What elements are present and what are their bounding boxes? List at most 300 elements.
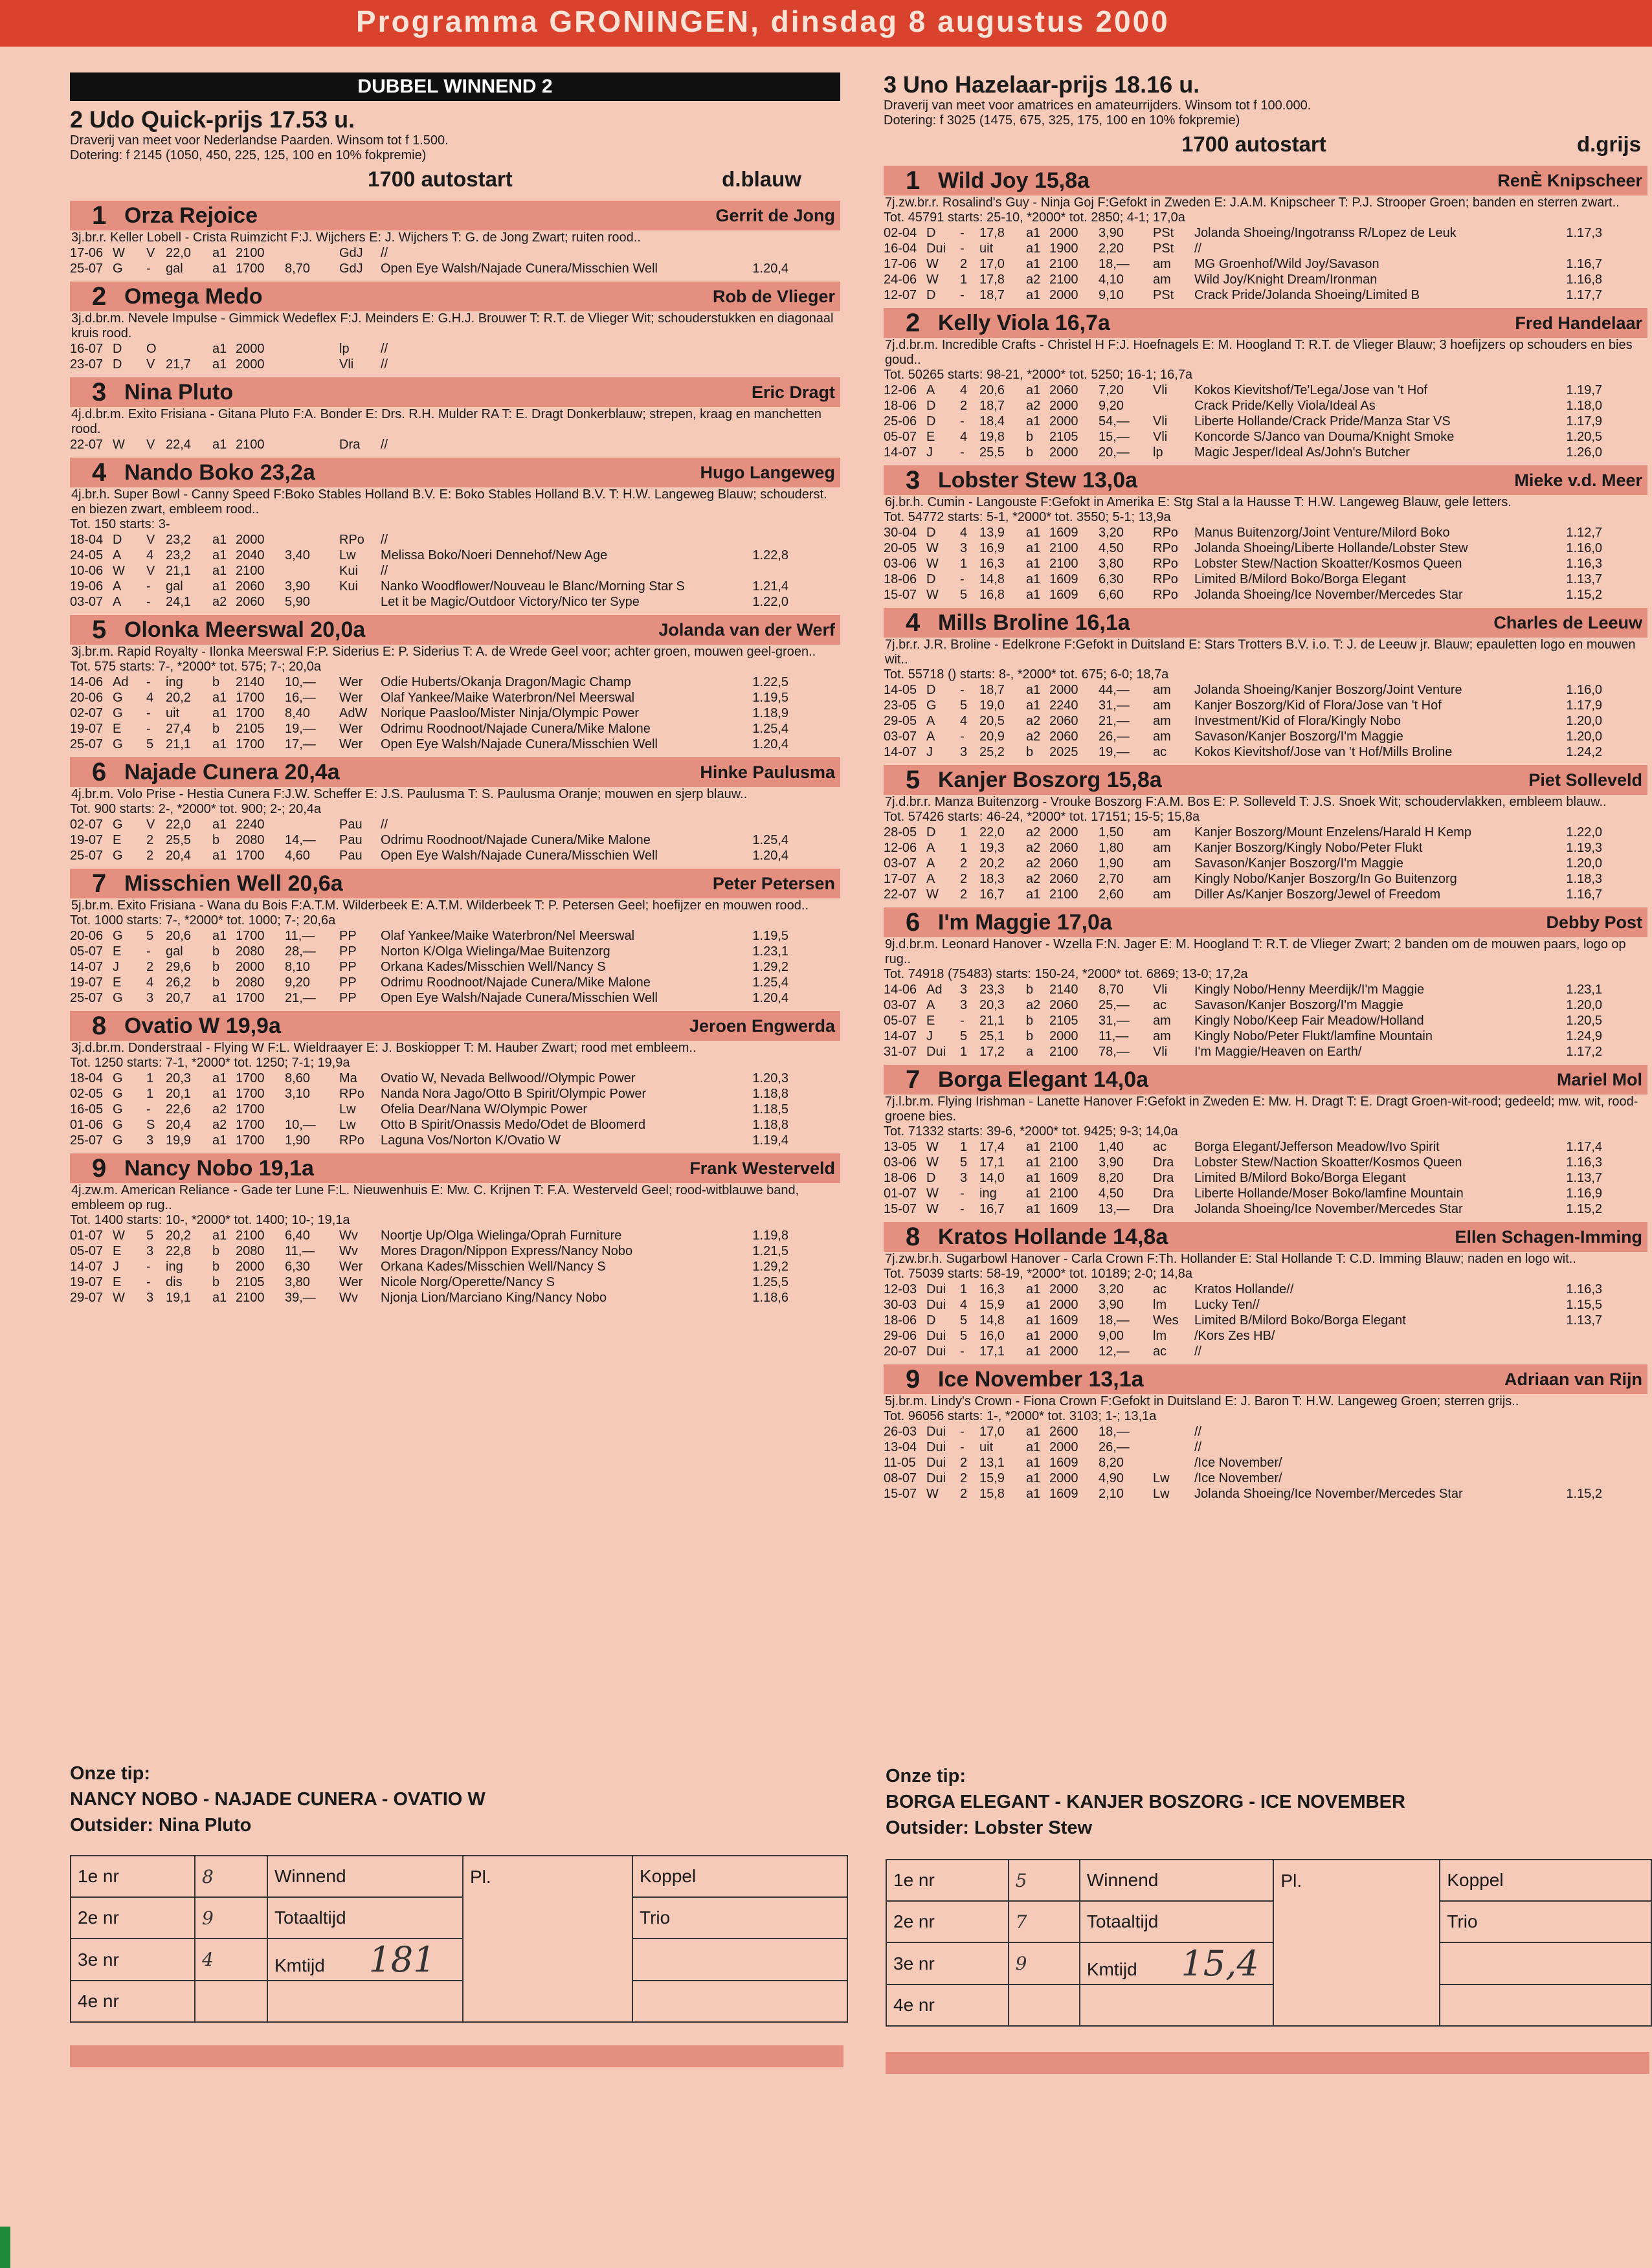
horse-name: Ovatio W 19,9a bbox=[124, 1013, 281, 1038]
result-cell: 22,6 bbox=[166, 1102, 191, 1117]
result-row bbox=[884, 556, 1647, 572]
result-cell: D bbox=[926, 414, 936, 428]
horse-description: 4j.br.m. Volo Prise - Hestia Cunera F:J.W. Scheffer E: J.S. Paulusma T: S. Paulusma Oranje; mouwen en sjerp blauw.. bbox=[71, 787, 748, 801]
result-cell: 17,2 bbox=[979, 1045, 1005, 1059]
result-cell: Kokos Kievitshof/Te'Lega/Jose van 't Hof bbox=[1194, 383, 1428, 397]
horse-header bbox=[70, 1011, 840, 1041]
result-cell: Wv bbox=[339, 1244, 358, 1258]
result-cell: 1700 bbox=[236, 929, 265, 943]
horse-stats: Tot. 1400 starts: 10-, *2000* tot. 1400; 10-; 19,1a bbox=[70, 1213, 350, 1227]
result-cell: W bbox=[926, 257, 939, 271]
result-cell: 2105 bbox=[1049, 430, 1078, 444]
result-cell: - bbox=[960, 1344, 965, 1359]
result-cell: 2100 bbox=[1049, 272, 1078, 287]
result-cell: 1.17,9 bbox=[1566, 414, 1602, 428]
result-cell: 1 bbox=[960, 825, 968, 839]
result-cell: 14-06 bbox=[884, 983, 917, 997]
result-cell: // bbox=[381, 817, 388, 832]
result-cell: uit bbox=[166, 706, 180, 720]
result-cell: 10,— bbox=[285, 1118, 316, 1132]
horse-number: 3 bbox=[906, 465, 921, 495]
result-cell: a2 bbox=[1026, 399, 1041, 413]
horse-name: Omega Medo bbox=[124, 284, 263, 309]
result-cell: - bbox=[960, 1186, 965, 1201]
result-cell: 3,20 bbox=[1099, 526, 1124, 540]
result-cell: am bbox=[1153, 272, 1171, 287]
result-cell: 2100 bbox=[1049, 1155, 1078, 1170]
horse-name: Wild Joy 15,8a bbox=[938, 168, 1090, 193]
result-row bbox=[884, 241, 1647, 256]
grid-empty bbox=[1273, 1942, 1440, 1984]
horse-name: Nando Boko 23,2a bbox=[124, 460, 315, 485]
horse-header bbox=[884, 166, 1647, 195]
result-cell: 5 bbox=[960, 1329, 968, 1343]
result-cell: b bbox=[1026, 430, 1034, 444]
result-cell: a1 bbox=[212, 1071, 227, 1085]
horse-header bbox=[70, 757, 840, 787]
result-cell: 2 bbox=[960, 1487, 968, 1501]
result-cell: Magic Jesper/Ideal As/John's Butcher bbox=[1194, 445, 1410, 460]
result-cell: A bbox=[926, 856, 935, 871]
result-row bbox=[884, 572, 1647, 587]
grid-empty bbox=[463, 1981, 632, 2022]
result-cell: a1 bbox=[212, 579, 227, 594]
result-cell: b bbox=[212, 722, 220, 736]
result-cell: V bbox=[146, 357, 155, 372]
result-cell: - bbox=[146, 675, 151, 689]
result-cell: 1.20,3 bbox=[752, 1071, 788, 1085]
grid-label-totaaltijd: Totaaltijd bbox=[1080, 1901, 1274, 1942]
result-cell: 2060 bbox=[1049, 872, 1078, 886]
result-cell: 20,5 bbox=[979, 714, 1005, 728]
result-cell: Nanda Nora Jago/Otto B Spirit/Olympic Power bbox=[381, 1087, 647, 1101]
result-cell bbox=[1544, 1471, 1602, 1486]
result-cell: 3 bbox=[146, 1291, 154, 1305]
result-cell: V bbox=[146, 817, 155, 832]
horse-stats: Tot. 45791 starts: 25-10, *2000* tot. 2850; 4-1; 17,0a bbox=[884, 210, 1185, 225]
result-cell: Kingly Nobo/Henny Meerdijk/I'm Maggie bbox=[1194, 983, 1425, 997]
result-cell: 25-07 bbox=[70, 1133, 104, 1148]
result-cell: 4,50 bbox=[1099, 541, 1124, 555]
grid-row-label: 3e nr bbox=[886, 1942, 1009, 1984]
horse-stats: Tot. 75039 starts: 58-19, *2000* tot. 10189; 2-0; 14,8a bbox=[884, 1267, 1193, 1281]
tip-heading: Onze tip: bbox=[886, 1766, 966, 1786]
bottom-stripe bbox=[886, 2052, 1649, 2074]
result-row bbox=[70, 532, 840, 548]
result-cell: - bbox=[146, 261, 151, 276]
result-cell: Kratos Hollande// bbox=[1194, 1282, 1294, 1296]
result-cell: 22,0 bbox=[979, 825, 1005, 839]
result-cell: uit bbox=[979, 241, 994, 256]
result-cell: J bbox=[926, 1029, 933, 1043]
result-cell: Vli bbox=[1153, 983, 1168, 997]
horse-name: Nina Pluto bbox=[124, 379, 234, 405]
result-cell: W bbox=[926, 588, 939, 602]
horse-header bbox=[70, 458, 840, 487]
result-cell: G bbox=[926, 698, 937, 713]
result-cell: a1 bbox=[212, 246, 227, 260]
result-cell: 5 bbox=[960, 1029, 968, 1043]
result-cell: 3,90 bbox=[1099, 1155, 1124, 1170]
grid-handwritten[interactable]: 5 bbox=[1009, 1860, 1080, 1901]
result-cell: 25,— bbox=[1099, 998, 1130, 1012]
result-cell: 2600 bbox=[1049, 1425, 1078, 1439]
result-cell: 05-07 bbox=[70, 944, 104, 959]
result-row bbox=[70, 1228, 840, 1243]
result-cell: Olaf Yankee/Maike Waterbron/Nel Meerswal bbox=[381, 691, 635, 705]
result-cell: - bbox=[960, 1202, 965, 1216]
result-cell: // bbox=[381, 342, 388, 356]
horse-driver: Fred Handelaar bbox=[1515, 313, 1642, 333]
result-cell: 5,90 bbox=[285, 595, 310, 609]
result-cell: am bbox=[1153, 1014, 1171, 1028]
result-cell: 03-06 bbox=[884, 1155, 917, 1170]
result-cell: a2 bbox=[212, 1118, 227, 1132]
result-cell: 13-04 bbox=[884, 1440, 917, 1454]
result-cell: 21,— bbox=[285, 991, 316, 1005]
result-cell bbox=[285, 341, 339, 357]
horse-name: Kanjer Boszorg 15,8a bbox=[938, 767, 1162, 792]
result-cell: - bbox=[146, 1102, 151, 1117]
horse-entry bbox=[884, 1065, 1647, 1217]
result-cell: 1,80 bbox=[1099, 841, 1124, 855]
result-cell: 2000 bbox=[1049, 226, 1078, 240]
page-edge-mark bbox=[0, 2227, 10, 2268]
result-cell: 13,9 bbox=[979, 526, 1005, 540]
result-row bbox=[70, 706, 840, 721]
horse-driver: Hinke Paulusma bbox=[700, 762, 835, 782]
result-cell: b bbox=[212, 944, 220, 959]
result-cell: 14,8 bbox=[979, 1313, 1005, 1328]
horse-name: Olonka Meerswal 20,0a bbox=[124, 617, 366, 642]
result-row bbox=[884, 414, 1647, 429]
grid-empty bbox=[1009, 1984, 1080, 2026]
horse-header bbox=[70, 1153, 840, 1183]
result-cell: 31,— bbox=[1099, 698, 1130, 713]
result-cell: 1,90 bbox=[1099, 856, 1124, 871]
result-cell: E bbox=[113, 1244, 122, 1258]
result-cell: 1609 bbox=[1049, 1171, 1078, 1185]
result-cell: MG Groenhof/Wild Joy/Savason bbox=[1194, 257, 1379, 271]
result-cell: - bbox=[146, 944, 151, 959]
result-cell: 20,2 bbox=[979, 856, 1005, 871]
result-cell: 2060 bbox=[1049, 841, 1078, 855]
result-cell: 1.21,4 bbox=[752, 579, 788, 594]
result-cell: 1.16,0 bbox=[1566, 541, 1602, 555]
result-cell: J bbox=[113, 960, 119, 974]
grid-handwritten[interactable]: 9 bbox=[195, 1897, 267, 1939]
result-cell: 18-04 bbox=[70, 1071, 104, 1085]
result-cell: 31-07 bbox=[884, 1045, 917, 1059]
result-cell: Vli bbox=[1153, 430, 1168, 444]
result-cell: PP bbox=[339, 929, 357, 943]
result-cell: 1.16,8 bbox=[1566, 272, 1602, 287]
horse-entry bbox=[70, 869, 840, 1006]
horse-driver: Rob de Vlieger bbox=[712, 286, 835, 306]
result-cell: G bbox=[113, 691, 123, 705]
result-row bbox=[884, 1155, 1647, 1170]
result-cell: Jolanda Shoeing/Ingotranss R/Lopez de Leuk bbox=[1194, 226, 1457, 240]
result-cell: 19,9 bbox=[166, 1133, 191, 1148]
result-cell bbox=[285, 1102, 339, 1117]
race-distance-row bbox=[70, 167, 840, 192]
horse-entry bbox=[884, 465, 1647, 603]
result-cell: 26,— bbox=[1099, 1440, 1130, 1454]
result-cell: W bbox=[113, 1291, 125, 1305]
result-cell: 20,4 bbox=[166, 849, 191, 863]
result-cell: 17,0 bbox=[979, 1425, 1005, 1439]
result-cell bbox=[1544, 241, 1602, 256]
result-cell: W bbox=[113, 1228, 125, 1243]
result-cell: 3 bbox=[960, 998, 968, 1012]
result-cell: G bbox=[113, 261, 123, 276]
result-cell: 1.12,7 bbox=[1566, 526, 1602, 540]
result-cell: 5 bbox=[960, 1313, 968, 1328]
result-cell: 20,3 bbox=[979, 998, 1005, 1012]
result-cell: Dui bbox=[926, 1456, 946, 1470]
result-cell: RPo bbox=[1153, 526, 1178, 540]
result-cell bbox=[166, 341, 212, 357]
result-cell: 6,30 bbox=[285, 1260, 310, 1274]
result-cell: 2 bbox=[146, 849, 154, 863]
race-title: 2 Udo Quick-prijs 17.53 u. bbox=[70, 106, 355, 133]
result-row bbox=[70, 245, 840, 261]
result-cell: 19,1 bbox=[166, 1291, 191, 1305]
result-cell: 1.15,2 bbox=[1566, 588, 1602, 602]
result-cell: Dui bbox=[926, 1471, 946, 1485]
result-cell: a2 bbox=[1026, 729, 1041, 744]
result-cell: a1 bbox=[1026, 1425, 1041, 1439]
result-cell: 2100 bbox=[1049, 541, 1078, 555]
kmtijd-handwritten[interactable]: 181 bbox=[368, 1939, 436, 1980]
result-cell: 25-07 bbox=[70, 737, 104, 751]
horse-header bbox=[70, 377, 840, 407]
result-cell: 2100 bbox=[236, 438, 265, 452]
kmtijd-handwritten[interactable]: 15,4 bbox=[1181, 1943, 1259, 1984]
result-row bbox=[884, 1201, 1647, 1217]
grid-empty bbox=[1273, 1901, 1440, 1942]
result-cell: Norton K/Olga Wielinga/Mae Buitenzorg bbox=[381, 944, 610, 959]
result-cell: 8,40 bbox=[285, 706, 310, 720]
result-cell: a1 bbox=[212, 1291, 227, 1305]
result-cell: Jolanda Shoeing/Ice November/Mercedes Star bbox=[1194, 1202, 1463, 1216]
horse-number: 5 bbox=[92, 615, 107, 644]
result-cell: 2100 bbox=[236, 1228, 265, 1243]
result-cell bbox=[285, 357, 339, 372]
result-cell: 5 bbox=[146, 737, 154, 751]
result-cell: 22-07 bbox=[70, 438, 104, 452]
grid-handwritten[interactable]: 7 bbox=[1009, 1901, 1080, 1942]
result-cell: W bbox=[926, 887, 939, 902]
tip-box bbox=[886, 1763, 1405, 1841]
result-cell: a2 bbox=[1026, 714, 1041, 728]
result-cell: 4 bbox=[960, 383, 968, 397]
result-cell: 29-05 bbox=[884, 714, 917, 728]
result-cell: J bbox=[926, 745, 933, 759]
result-cell: 1700 bbox=[236, 691, 265, 705]
result-cell: 13,1 bbox=[979, 1456, 1005, 1470]
result-cell: 1 bbox=[960, 1140, 968, 1154]
result-cell: /Ice November/ bbox=[1194, 1456, 1282, 1470]
result-cell: 1.26,0 bbox=[1566, 445, 1602, 460]
result-cell: 2 bbox=[960, 872, 968, 886]
result-cell: 12-06 bbox=[884, 383, 917, 397]
result-row bbox=[884, 256, 1647, 272]
race-distance-row bbox=[884, 132, 1647, 157]
result-cell: 15-07 bbox=[884, 1487, 917, 1501]
result-cell: 8,60 bbox=[285, 1071, 310, 1085]
result-cell: 20,3 bbox=[166, 1071, 191, 1085]
result-cell: a1 bbox=[1026, 1186, 1041, 1201]
result-cell: W bbox=[926, 1186, 939, 1201]
horse-header bbox=[884, 308, 1647, 338]
race-start-color: d.grijs bbox=[1576, 132, 1641, 156]
result-cell: Lucky Ten// bbox=[1194, 1298, 1260, 1312]
result-cell: 23,2 bbox=[166, 548, 191, 562]
result-cell: 16-04 bbox=[884, 241, 917, 256]
result-cell: 9,20 bbox=[1099, 399, 1124, 413]
grid-handwritten[interactable]: 4 bbox=[195, 1939, 267, 1981]
horse-number: 8 bbox=[906, 1222, 921, 1251]
result-cell: 19-07 bbox=[70, 722, 104, 736]
result-cell: Orkana Kades/Misschien Well/Nancy S bbox=[381, 960, 606, 974]
result-cell: Vli bbox=[339, 357, 354, 372]
result-cell: 1 bbox=[960, 1045, 968, 1059]
result-cell: W bbox=[113, 438, 125, 452]
grid-label-trio: Trio bbox=[632, 1897, 847, 1939]
result-cell: 22,8 bbox=[166, 1244, 191, 1258]
horse-stats: Tot. 74918 (75483) starts: 150-24, *2000* tot. 6869; 13-0; 17,2a bbox=[884, 967, 1248, 981]
result-cell: 1.20,5 bbox=[1566, 430, 1602, 444]
result-cell: 24,1 bbox=[166, 595, 191, 609]
result-cell: 1.19,5 bbox=[752, 691, 788, 705]
result-cell: 1.16,7 bbox=[1566, 257, 1602, 271]
result-cell: - bbox=[146, 706, 151, 720]
grid-handwritten[interactable]: 8 bbox=[195, 1856, 267, 1897]
grid-empty bbox=[1080, 1984, 1274, 2026]
tip-outsider: Outsider: Lobster Stew bbox=[886, 1818, 1093, 1838]
result-cell: RPo bbox=[1153, 557, 1178, 571]
result-cell: 14-07 bbox=[884, 745, 917, 759]
result-cell: 1.20,0 bbox=[1566, 729, 1602, 744]
result-row bbox=[884, 1013, 1647, 1028]
horse-description: 7j.l.br.m. Flying Irishman - Lanette Hanover F:Gefokt in Zweden E: Mw. H. Dragt T: E. Dragt Groen-wit-rood; gedeeld; mw. wit, rood-groene bies. bbox=[885, 1095, 1638, 1124]
result-cell: Ofelia Dear/Nana W/Olympic Power bbox=[381, 1102, 587, 1117]
result-cell: 1700 bbox=[236, 991, 265, 1005]
result-cell: Wer bbox=[339, 722, 363, 736]
result-row bbox=[70, 832, 840, 848]
result-cell bbox=[285, 817, 339, 832]
result-cell: G bbox=[113, 1071, 123, 1085]
horse-entry bbox=[884, 1364, 1647, 1502]
grid-row-label: 1e nr bbox=[71, 1856, 195, 1897]
result-cell: 01-07 bbox=[884, 1186, 917, 1201]
result-cell: 03-07 bbox=[884, 729, 917, 744]
result-cell: 1 bbox=[146, 1087, 154, 1101]
result-cell: 30-03 bbox=[884, 1298, 917, 1312]
result-cell: 2100 bbox=[1049, 1186, 1078, 1201]
horse-number: 3 bbox=[92, 377, 107, 406]
result-cell: G bbox=[113, 929, 123, 943]
result-row bbox=[884, 287, 1647, 303]
result-cell: 05-07 bbox=[884, 1014, 917, 1028]
result-row bbox=[884, 1313, 1647, 1328]
bet-grid bbox=[70, 1855, 848, 2023]
result-row bbox=[70, 674, 840, 690]
result-cell: 03-07 bbox=[70, 595, 104, 609]
grid-empty bbox=[1440, 1984, 1651, 2026]
result-cell: 3,10 bbox=[285, 1087, 310, 1101]
result-cell: 1.13,7 bbox=[1566, 572, 1602, 586]
horse-driver: Charles de Leeuw bbox=[1493, 612, 1642, 632]
result-cell: PSt bbox=[1153, 288, 1174, 302]
result-cell: 20,4 bbox=[166, 1118, 191, 1132]
result-cell: a1 bbox=[1026, 887, 1041, 902]
result-cell: 19-06 bbox=[70, 579, 104, 594]
horse-header bbox=[70, 282, 840, 311]
result-cell: 2000 bbox=[1049, 1282, 1078, 1296]
result-cell: 14-07 bbox=[70, 1260, 104, 1274]
result-cell: 2000 bbox=[1049, 825, 1078, 839]
result-cell: 13,— bbox=[1099, 1202, 1130, 1216]
page-title: Programma GRONINGEN, dinsdag 8 augustus 2000 bbox=[356, 5, 1170, 38]
result-cell: a1 bbox=[1026, 683, 1041, 697]
result-cell: 20,6 bbox=[166, 929, 191, 943]
result-cell: 2000 bbox=[1049, 288, 1078, 302]
result-cell: S bbox=[146, 1118, 155, 1132]
result-cell: 26,— bbox=[1099, 729, 1130, 744]
result-cell: E bbox=[926, 1014, 935, 1028]
result-cell: 18,7 bbox=[979, 399, 1005, 413]
result-cell: a1 bbox=[1026, 557, 1041, 571]
result-cell: 2060 bbox=[1049, 998, 1078, 1012]
result-cell: a2 bbox=[1026, 998, 1041, 1012]
result-cell: Kui bbox=[339, 579, 358, 594]
result-cell bbox=[730, 437, 788, 452]
bet-grid bbox=[886, 1859, 1652, 2027]
horse-entry bbox=[70, 1011, 840, 1148]
horse-description: 7j.d.br.r. Manza Buitenzorg - Vrouke Boszorg F:A.M. Bos E: P. Solleveld T: J.S. Snoek Wit; schoudervlakken, embleem blauw.. bbox=[885, 795, 1607, 809]
result-cell: b bbox=[1026, 1014, 1034, 1028]
result-cell: E bbox=[926, 430, 935, 444]
result-cell: 1.22,0 bbox=[1566, 825, 1602, 839]
result-cell: W bbox=[926, 557, 939, 571]
result-cell: 14,8 bbox=[979, 572, 1005, 586]
result-cell: Wer bbox=[339, 691, 363, 705]
result-cell: PP bbox=[339, 960, 357, 974]
result-cell: 1.25,4 bbox=[752, 833, 788, 847]
result-cell: 4 bbox=[146, 975, 154, 990]
result-row bbox=[70, 975, 840, 990]
grid-label-kmtijd bbox=[267, 1939, 463, 1981]
grid-label-koppel: Koppel bbox=[1440, 1860, 1651, 1901]
grid-handwritten[interactable]: 9 bbox=[1009, 1942, 1080, 1984]
result-cell: 1.24,9 bbox=[1566, 1029, 1602, 1043]
result-cell: 2 bbox=[960, 887, 968, 902]
result-cell: // bbox=[1194, 1344, 1202, 1359]
result-row bbox=[884, 997, 1647, 1013]
result-cell: J bbox=[113, 1260, 119, 1274]
result-row bbox=[884, 272, 1647, 287]
result-cell: a1 bbox=[212, 548, 227, 562]
result-row bbox=[884, 1170, 1647, 1186]
horse-driver: Mariel Mol bbox=[1556, 1069, 1642, 1089]
result-cell: 12-06 bbox=[884, 841, 917, 855]
result-cell: 2,60 bbox=[1099, 887, 1124, 902]
horse-description: 4j.d.br.m. Exito Frisiana - Gitana Pluto F:A. Bonder E: Drs. R.H. Mulder RA T: E. Dragt Donkerblauw; strepen, kraag en manchetten rood. bbox=[71, 407, 822, 436]
result-cell: 11,— bbox=[1099, 1029, 1129, 1043]
result-cell: 18,3 bbox=[979, 872, 1005, 886]
